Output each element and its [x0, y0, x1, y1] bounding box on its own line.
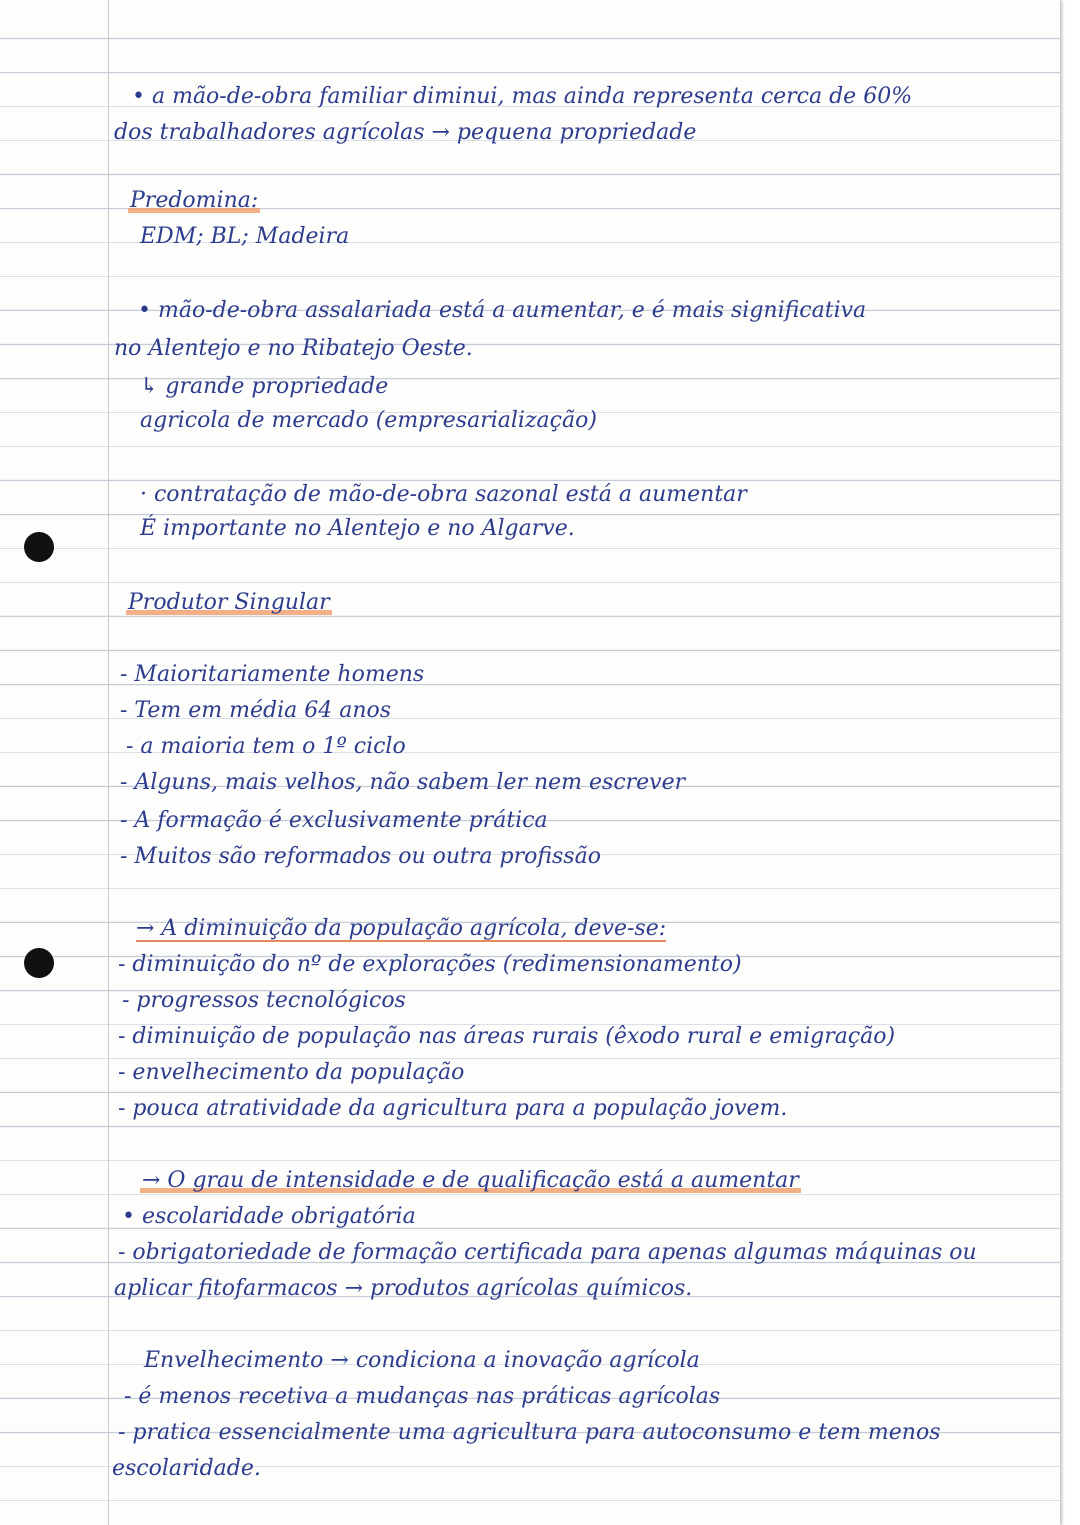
note-line: escolaridade.: [112, 1456, 261, 1481]
note-line: • mão-de-obra assalariada está a aumentar, e é mais significativa: [138, 298, 867, 323]
section-heading: → A diminuição da população agrícola, deve-se:: [136, 916, 667, 941]
note-line: • escolaridade obrigatória: [122, 1204, 416, 1229]
note-line: - Alguns, mais velhos, não sabem ler nem escrever: [120, 770, 686, 795]
margin-line: [108, 0, 109, 1525]
note-line: - Maioritariamente homens: [120, 662, 425, 687]
note-line: - progressos tecnológicos: [122, 988, 406, 1013]
note-line: EDM; BL; Madeira: [140, 224, 350, 249]
note-line: - pratica essencialmente uma agricultura para autoconsumo e tem menos: [118, 1420, 941, 1445]
note-line: aplicar fitofarmacos → produtos agrícolas químicos.: [114, 1276, 693, 1301]
note-line: - pouca atratividade da agricultura para a população jovem.: [118, 1096, 788, 1121]
note-line: - Muitos são reformados ou outra profissão: [120, 844, 601, 869]
section-heading: Envelhecimento → condiciona a inovação agrícola: [144, 1348, 700, 1373]
binder-hole: [24, 948, 54, 978]
note-line: - obrigatoriedade de formação certificada para apenas algumas máquinas ou: [118, 1240, 977, 1265]
note-line: - diminuição do nº de explorações (redimensionamento): [118, 952, 742, 977]
note-line: - diminuição de população nas áreas rurais (êxodo rural e emigração): [118, 1024, 896, 1049]
binder-hole: [24, 532, 54, 562]
note-line: - Tem em média 64 anos: [120, 698, 392, 723]
note-line: dos trabalhadores agrícolas → pequena propriedade: [114, 120, 697, 145]
note-line: agricola de mercado (empresarialização): [140, 408, 597, 433]
note-line: no Alentejo e no Ribatejo Oeste.: [114, 336, 473, 361]
note-line: - é menos recetiva a mudanças nas práticas agrícolas: [124, 1384, 721, 1409]
note-line: - envelhecimento da população: [118, 1060, 465, 1085]
section-heading: Produtor Singular: [128, 590, 330, 615]
section-heading: → O grau de intensidade e de qualificação está a aumentar: [142, 1168, 799, 1193]
section-heading: Predomina:: [130, 188, 259, 213]
note-line: - a maioria tem o 1º ciclo: [126, 734, 406, 759]
note-line: • a mão-de-obra familiar diminui, mas ainda representa cerca de 60%: [132, 84, 913, 109]
note-line: ↳ grande propriedade: [140, 374, 389, 399]
note-line: É importante no Alentejo e no Algarve.: [140, 516, 575, 541]
note-line: - A formação é exclusivamente prática: [120, 808, 548, 833]
note-line: · contratação de mão-de-obra sazonal está a aumentar: [140, 482, 747, 507]
